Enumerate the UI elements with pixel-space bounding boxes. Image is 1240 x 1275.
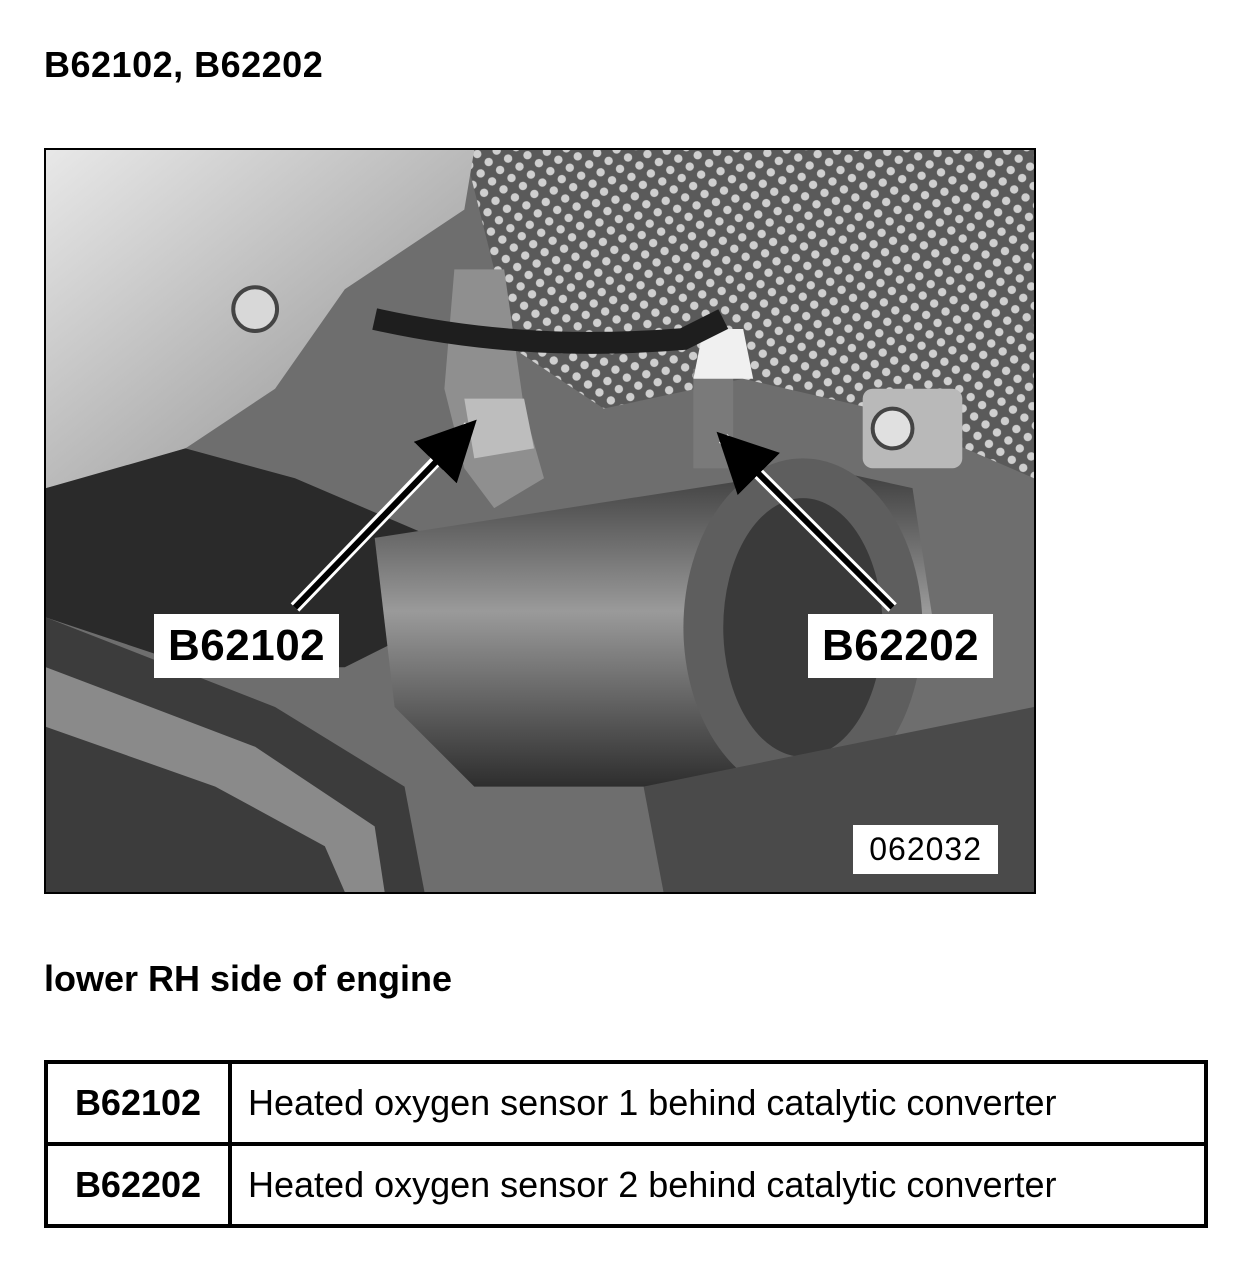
table-row xyxy=(46,1062,1206,1144)
table-row xyxy=(46,1144,1206,1226)
callout-b62102: B62102 xyxy=(154,614,339,678)
figure-caption: lower RH side of engine xyxy=(44,958,453,999)
component-description: Heated oxygen sensor 2 behind catalytic converter xyxy=(230,1144,1206,1226)
component-description: Heated oxygen sensor 1 behind catalytic converter xyxy=(230,1062,1206,1144)
engine-photo xyxy=(44,148,1036,894)
figure-number: 062032 xyxy=(853,825,998,874)
callout-b62202: B62202 xyxy=(808,614,993,678)
component-code: B62202 xyxy=(46,1144,230,1226)
engine-photo-illustration xyxy=(46,150,1034,892)
component-code: B62102 xyxy=(46,1062,230,1144)
component-legend-table xyxy=(44,1060,1208,1228)
page-heading: B62102, B62202 xyxy=(44,44,324,85)
